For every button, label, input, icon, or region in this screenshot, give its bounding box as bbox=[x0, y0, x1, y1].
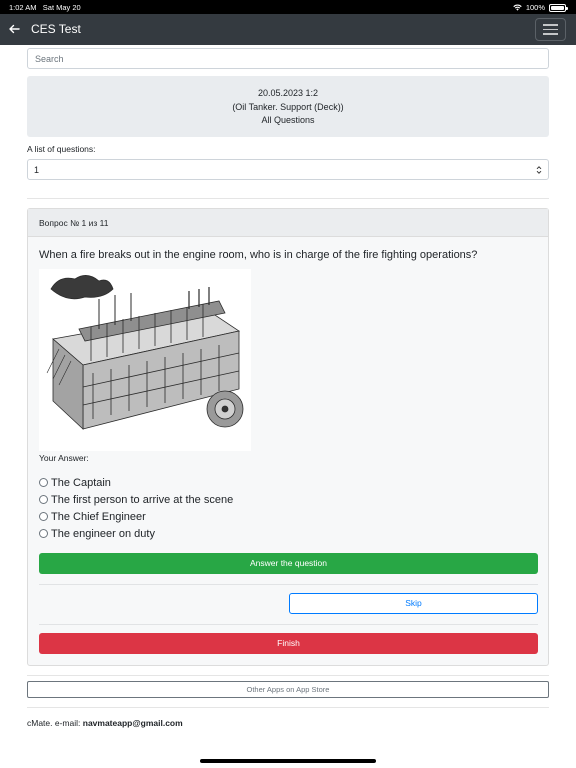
question-list-label: A list of questions: bbox=[27, 144, 96, 154]
divider bbox=[39, 584, 538, 585]
answer-option-2[interactable]: The first person to arrive at the scene bbox=[39, 491, 233, 508]
answer-button[interactable]: Answer the question bbox=[39, 553, 538, 574]
divider bbox=[27, 675, 549, 676]
footer-contact bbox=[27, 718, 183, 728]
search-input[interactable] bbox=[27, 48, 549, 69]
test-info-date: 20.05.2023 1:2 bbox=[257, 88, 319, 98]
answer-option-4[interactable]: The engineer on duty bbox=[39, 525, 233, 542]
status-time: 1:02 AM Sat May 20 bbox=[9, 3, 81, 12]
skip-button[interactable]: Skip bbox=[289, 593, 538, 614]
wifi-icon bbox=[513, 4, 522, 11]
divider bbox=[39, 624, 538, 625]
answer-option-3[interactable]: The Chief Engineer bbox=[39, 508, 233, 525]
test-info-panel bbox=[27, 76, 549, 137]
radio-icon[interactable] bbox=[39, 529, 48, 538]
question-card bbox=[27, 208, 549, 666]
page-title: CES Test bbox=[31, 22, 81, 36]
question-counter: Вопрос № 1 из 11 bbox=[28, 209, 548, 237]
select-arrows-icon bbox=[536, 165, 542, 175]
divider bbox=[27, 198, 549, 199]
answer-options bbox=[39, 474, 233, 542]
contact-email[interactable]: navmateapp@gmail.com bbox=[82, 718, 183, 728]
radio-icon[interactable] bbox=[39, 495, 48, 504]
arrow-left-icon[interactable] bbox=[6, 21, 22, 37]
divider bbox=[27, 707, 549, 708]
finish-button[interactable]: Finish bbox=[39, 633, 538, 654]
question-select-value: 1 bbox=[34, 165, 40, 175]
radio-icon[interactable] bbox=[39, 512, 48, 521]
answer-option-1[interactable]: The Captain bbox=[39, 474, 233, 491]
status-bar bbox=[0, 0, 576, 14]
hamburger-icon bbox=[543, 24, 558, 26]
test-info-category: (Oil Tanker. Support (Deck)) bbox=[232, 101, 344, 112]
battery-percent: 100% bbox=[525, 3, 545, 12]
radio-icon[interactable] bbox=[39, 478, 48, 487]
question-text: When a fire breaks out in the engine room, who is in charge of the fire fighting operations? bbox=[39, 249, 478, 261]
test-info-scope: All Questions bbox=[261, 115, 315, 125]
hamburger-menu-button[interactable] bbox=[535, 18, 566, 41]
other-apps-button[interactable]: Other Apps on App Store bbox=[27, 681, 549, 698]
status-right bbox=[513, 3, 566, 12]
home-indicator[interactable] bbox=[200, 759, 376, 763]
battery-icon bbox=[549, 4, 566, 12]
your-answer-label: Your Answer: bbox=[39, 453, 89, 463]
navbar bbox=[0, 14, 576, 45]
contact-prefix: cMate. e-mail: bbox=[27, 718, 83, 728]
engine-image bbox=[39, 269, 251, 451]
question-select[interactable] bbox=[27, 159, 549, 180]
